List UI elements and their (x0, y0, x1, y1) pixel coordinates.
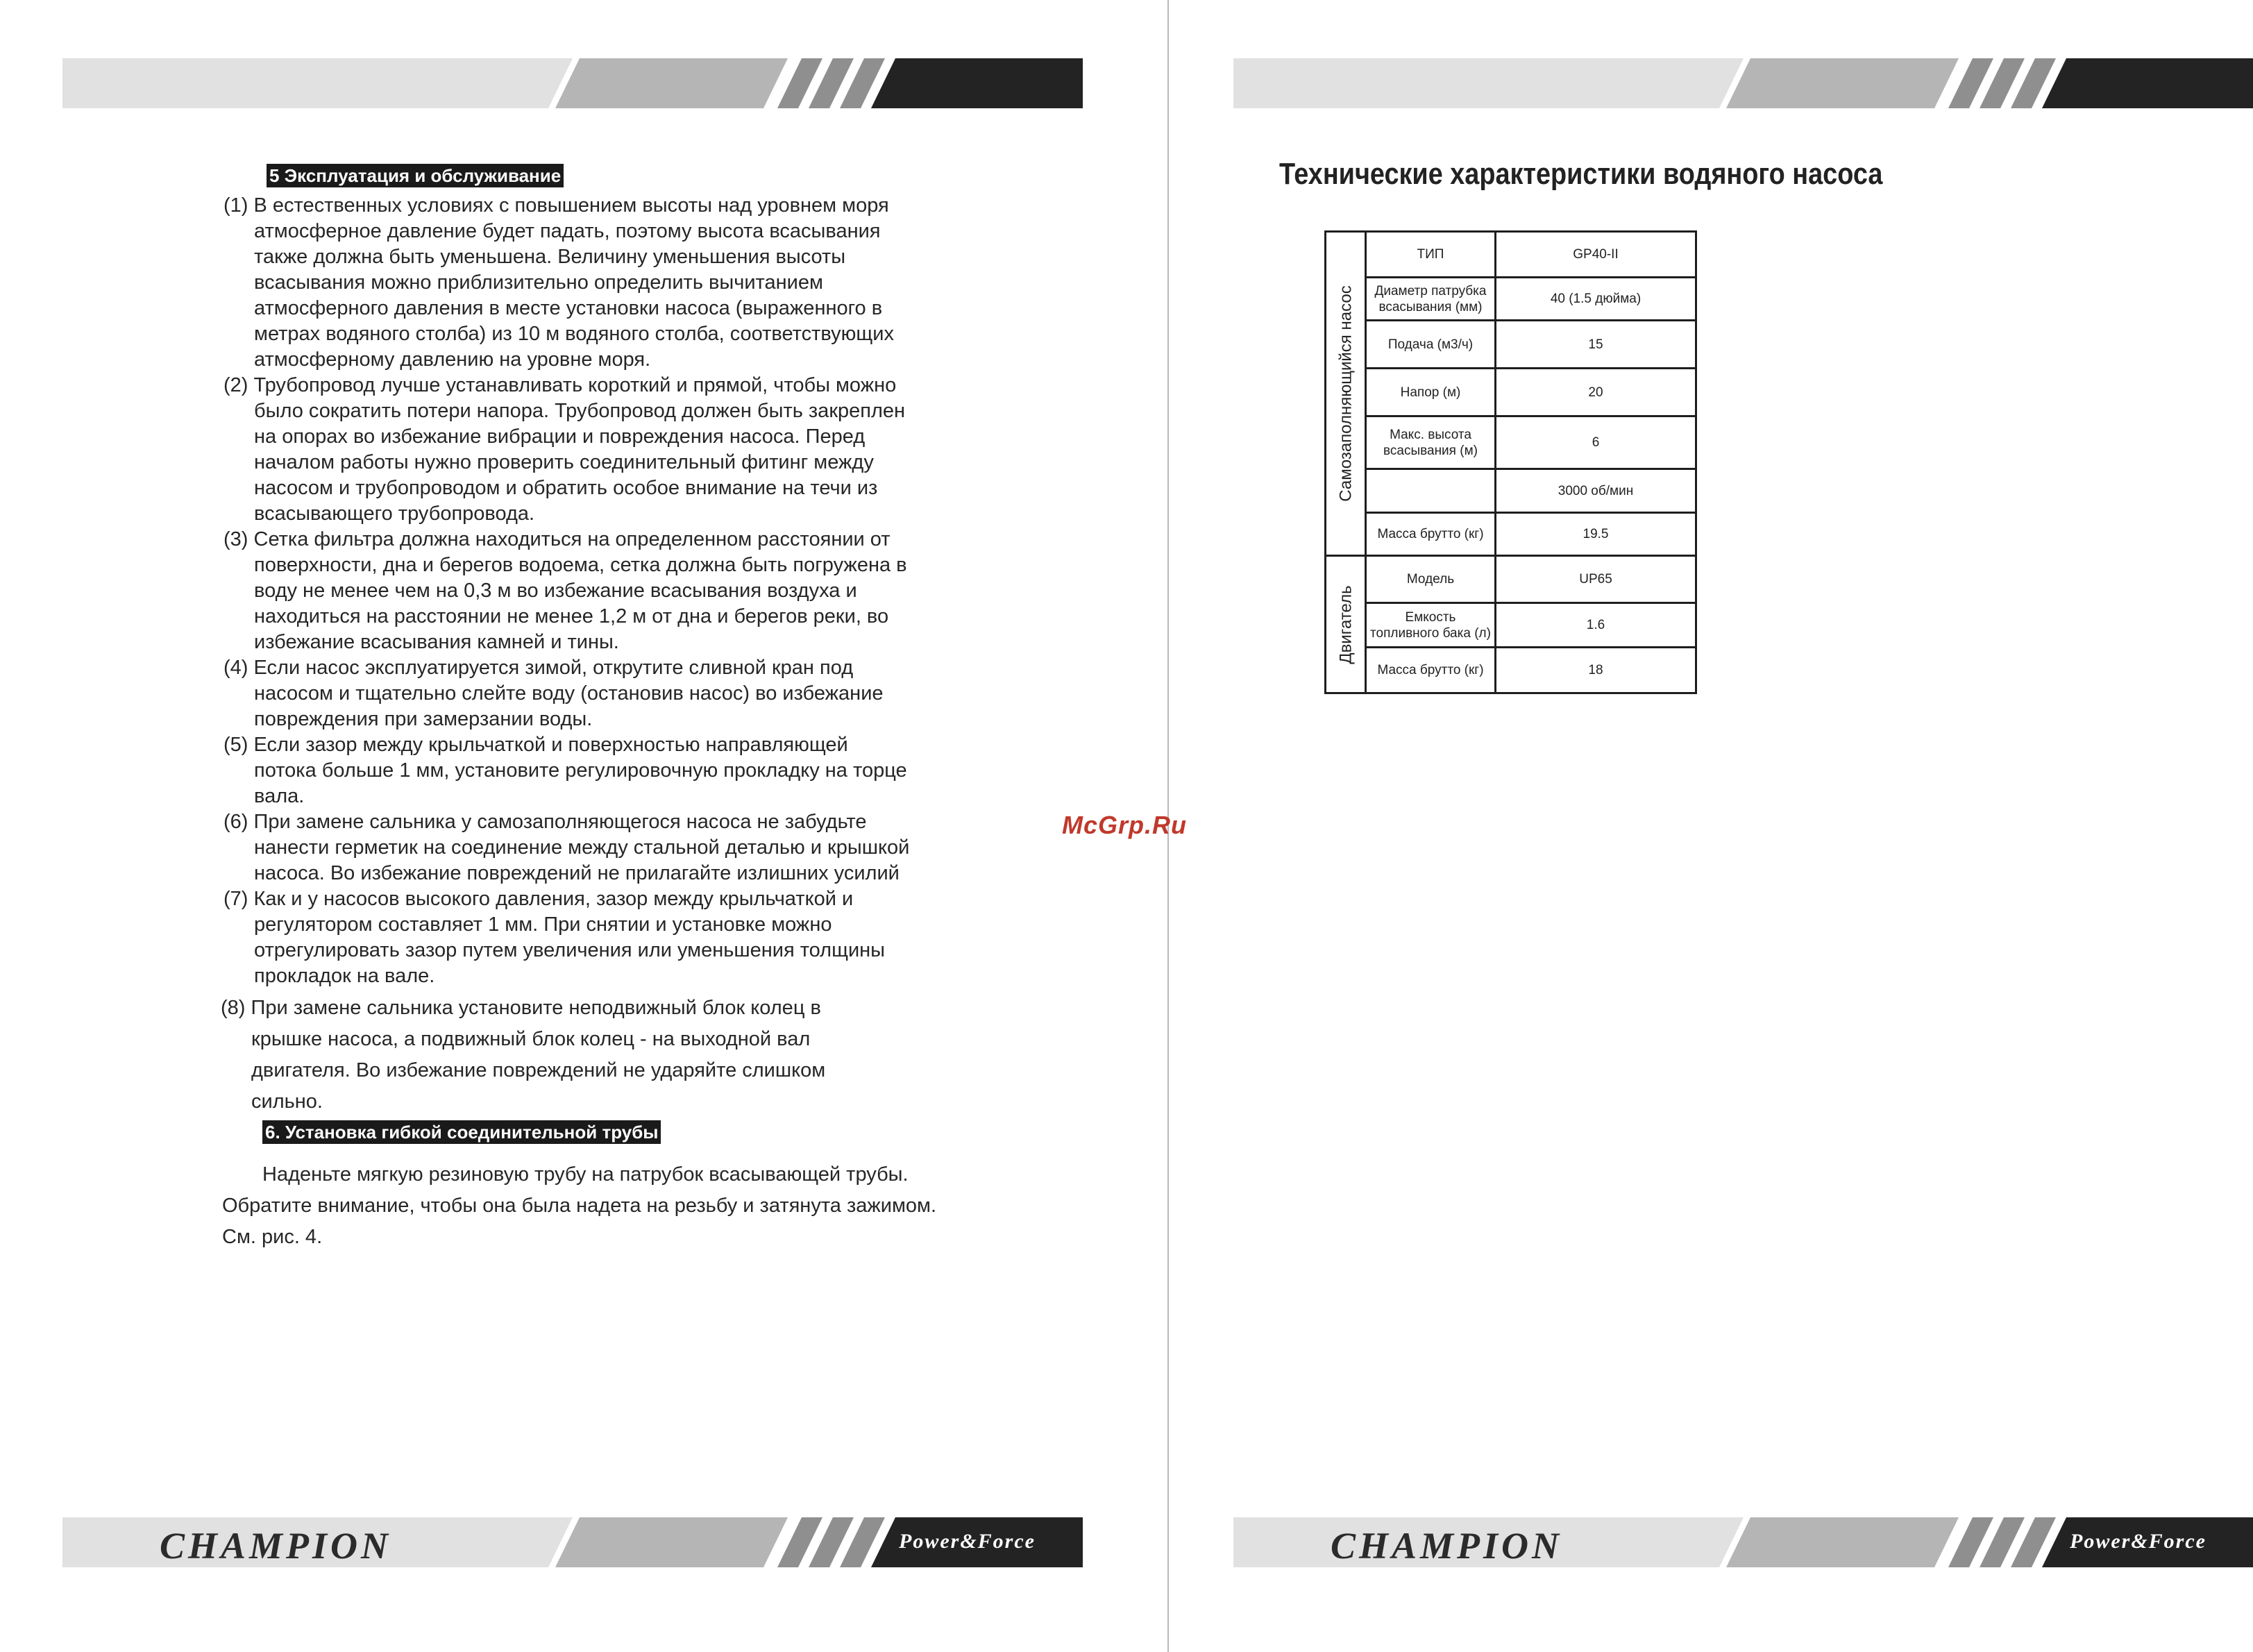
section6-line: Наденьте мягкую резиновую трубу на патрубок всасывающей трубы. (262, 1163, 909, 1186)
item-1-line: атмосферное давление будет падать, поэтому высота всасывания (254, 220, 881, 242)
power-force-logo: Power&Force (2070, 1530, 2206, 1553)
item-2 (223, 373, 905, 527)
item-1-line: (1) В естественных условиях с повышением высоты над уровнем моря (223, 194, 889, 217)
spec-value: 6 (1496, 416, 1696, 469)
item-6-line: нанести герметик на соединение между стальной деталью и крышкой (254, 836, 910, 859)
spec-value: 1.6 (1496, 603, 1696, 648)
table-row (1326, 603, 1696, 648)
table-row (1326, 556, 1696, 603)
spec-label: Макс. высота всасывания (м) (1366, 416, 1496, 469)
item-3-line: избежание всасывания камней и тины. (254, 631, 619, 653)
item-6-line: (6) При замене сальника у самозаполняющегося насоса не забудьте (223, 811, 867, 833)
table-row (1326, 469, 1696, 513)
table-row (1326, 416, 1696, 469)
item-2-line: было сократить потери напора. Трубопровод должен быть закреплен (254, 400, 906, 422)
item-3-line: поверхности, дна и берегов водоема, сетка должна быть погружена в (254, 554, 907, 576)
watermark: McGrp.Ru (1062, 811, 1188, 839)
header-stripes (62, 58, 1083, 108)
spec-value: 3000 об/мин (1496, 469, 1696, 513)
item-2-line: началом работы нужно проверить соединительный фитинг между (254, 451, 874, 473)
item-4-line: насосом и тщательно слейте воду (остановив насос) во избежание (254, 682, 884, 705)
item-3 (223, 527, 907, 655)
item-2-line: на опорах во избежание вибрации и повреждения насоса. Перед (254, 425, 866, 448)
item-2-line: всасывающего трубопровода. (254, 503, 535, 525)
item-7-line: отрегулировать зазор путем увеличения или уменьшения толщины (254, 939, 886, 961)
item-6 (223, 809, 909, 886)
champion-logo: CHAMPION (1331, 1525, 1563, 1567)
item-2-line: (2) Трубопровод лучше устанавливать короткий и прямой, чтобы можно (223, 374, 897, 396)
spec-label: Модель (1366, 556, 1496, 603)
spec-value: GP40-II (1496, 232, 1696, 278)
spec-title: Технические характеристики водяного насоса (1279, 157, 1883, 191)
section6-body (222, 1159, 936, 1253)
item-8-line: двигателя. Во избежание повреждений не ударяйте слишком (251, 1059, 826, 1081)
item-8-line: крышке насоса, а подвижный блок колец - на выходной вал (251, 1028, 811, 1050)
item-5-line: потока больше 1 мм, установите регулировочную прокладку на торце (254, 759, 907, 782)
item-4-line: повреждения при замерзании воды. (254, 708, 593, 730)
champion-logo: CHAMPION (160, 1525, 392, 1567)
header-band (1233, 58, 2253, 108)
item-4-line: (4) Если насос эксплуатируется зимой, открутите сливной кран под (223, 657, 854, 679)
spec-table (1324, 230, 1697, 694)
section6-line: См. рис. 4. (222, 1226, 323, 1248)
section5-title: 5 Эксплуатация и обслуживание (267, 164, 564, 187)
engine-group-label: Двигатель (1336, 584, 1355, 664)
spec-value: UP65 (1496, 556, 1696, 603)
spec-label: Напор (м) (1366, 369, 1496, 416)
table-row (1326, 232, 1696, 278)
spec-value: 18 (1496, 648, 1696, 693)
footer-band (1233, 1517, 2253, 1567)
power-force-logo: Power&Force (899, 1530, 1036, 1553)
item-2-line: насосом и трубопроводом и обратить особое внимание на течи из (254, 477, 878, 499)
item-1 (223, 193, 894, 373)
pump-group-label: Самозаполняющийся насос (1336, 285, 1355, 502)
spec-label: Диаметр патрубка всасывания (мм) (1366, 278, 1496, 321)
item-1-line: всасывания можно приблизительно определить вычитанием (254, 271, 823, 294)
item-1-line: атмосферного давления в месте установки насоса (выраженного в (254, 297, 883, 319)
item-3-line: (3) Сетка фильтра должна находиться на определенном расстоянии от (223, 528, 891, 550)
table-row (1326, 369, 1696, 416)
header-stripes (1233, 58, 2253, 108)
table-row (1326, 648, 1696, 693)
table-row (1326, 278, 1696, 321)
spec-label: Масса брутто (кг) (1366, 513, 1496, 556)
item-7 (223, 886, 885, 989)
spec-label: Подача (м3/ч) (1366, 321, 1496, 369)
item-5 (223, 732, 907, 809)
item-7-line: прокладок на вале. (254, 965, 435, 987)
header-band (62, 58, 1083, 108)
pump-group-cell (1326, 232, 1366, 556)
spec-value: 20 (1496, 369, 1696, 416)
item-1-line: также должна быть уменьшена. Величину уменьшения высоты (254, 246, 846, 268)
item-7-line: (7) Как и у насосов высокого давления, зазор между крыльчаткой и (223, 888, 854, 910)
item-8 (221, 993, 825, 1118)
item-3-line: воду не менее чем на 0,3 м во избежание всасывания воздуха и (254, 580, 857, 602)
item-8-line: (8) При замене сальника установите неподвижный блок колец в (221, 997, 821, 1019)
spec-value: 15 (1496, 321, 1696, 369)
spec-value: 19.5 (1496, 513, 1696, 556)
spec-label: Емкость топливного бака (л) (1366, 603, 1496, 648)
spec-label: Масса брутто (кг) (1366, 648, 1496, 693)
item-3-line: находиться на расстоянии не менее 1,2 м от дна и берегов реки, во (254, 605, 889, 627)
table-row (1326, 513, 1696, 556)
spec-value: 40 (1.5 дюйма) (1496, 278, 1696, 321)
spec-label: ТИП (1366, 232, 1496, 278)
item-1-line: атмосферному давлению на уровне моря. (254, 348, 651, 371)
item-6-line: насоса. Во избежание повреждений не прилагайте излишних усилий (254, 862, 900, 884)
item-1-line: метрах водяного столба) из 10 м водяного столба, соответствующих (254, 323, 894, 345)
item-8-line: сильно. (251, 1090, 323, 1113)
section6-title: 6. Установка гибкой соединительной трубы (262, 1120, 661, 1144)
spec-label (1366, 469, 1496, 513)
footer-band (62, 1517, 1083, 1567)
item-5-line: вала. (254, 785, 305, 807)
item-5-line: (5) Если зазор между крыльчаткой и поверхностью направляющей (223, 734, 848, 756)
item-4 (223, 655, 884, 732)
table-row (1326, 321, 1696, 369)
left-page (0, 0, 1126, 1652)
item-7-line: регулятором составляет 1 мм. При снятии и установке можно (254, 913, 832, 936)
section6-line: Обратите внимание, чтобы она была надета на резьбу и затянута зажимом. (222, 1195, 937, 1217)
engine-group-cell (1326, 556, 1366, 693)
